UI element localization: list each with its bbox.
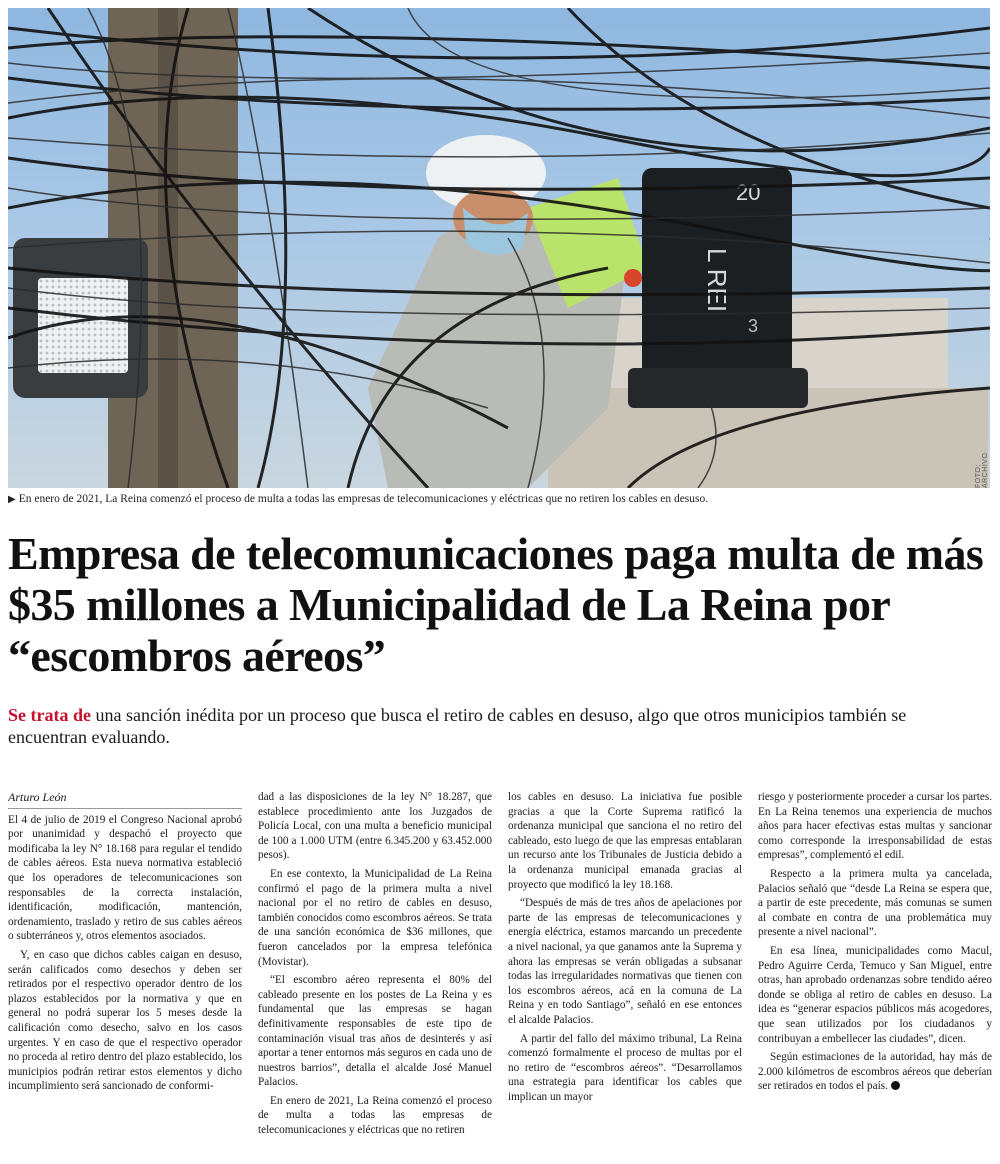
paragraph: riesgo y posteriormente proceder a cursar los partes. En La Reina tenemos una experiencia de muchos años para hacer efectivas estas multas y sancionar como corresponde la irresponsabilidad de estas empresas”, complementó el edil.: [758, 791, 992, 862]
paragraph: Respecto a la primera multa ya cancelada, Palacios señaló que “desde La Reina se espera que, a partir de este precedente, más comunas se sumen al combate en contra de una problemática muy presente a nivel nacional”.: [758, 867, 992, 939]
paragraph: “El escombro aéreo representa el 80% del cableado presente en los postes de La Reina y es fundamental que las empresas se hagan definitivamente responsables de este tipo de contaminación visual tras años de desinterés y así aportar a tener entornos más seguros en cada uno de nuestros barrios”, detalla el alcalde José Manuel Palacios.: [258, 974, 492, 1089]
photo-caption: [8, 493, 988, 505]
headline: Empresa de telecomunicaciones paga multa de más $35 millones a Municipalidad de La Reina por “escombros aéreos”: [8, 528, 984, 681]
caption-text: En enero de 2021, La Reina comenzó el proceso de multa a todas las empresas de telecomunicaciones y eléctricas que no retiren los cables en desuso.: [18, 493, 709, 505]
paragraph: En esa línea, municipalidades como Macul, Pedro Aguirre Cerda, Temuco y San Miguel, entre otras, han aprobado ordenanzas sobre tendido aéreo donde se obliga al retiro de cables en desuso. La idea es “generar espacios públicos más acogedores, que sean utilizados por los ciudadanos y contribuyan a embellecer las ciudades”, dicen.: [758, 944, 992, 1045]
box-number-bottom: 3: [748, 316, 759, 336]
column-3: [508, 790, 742, 1160]
paragraph-final-text: Según estimaciones de la autoridad, hay más de 2.000 kilómetros de escombros aéreos que deberían ser retirados en todos el país.: [758, 1051, 992, 1093]
deck-lead: Se trata de: [8, 705, 91, 725]
paragraph: En ese contexto, la Municipalidad de La Reina confirmó el pago de la primera multa a nivel nacional por el no retiro de cables en desuso, también conocidos como escombros aéreos. Se trata de una sanción económica de $36 millones, que fueron cancelados por la empresa telefónica (Movistar).: [258, 867, 492, 968]
article-photo: [8, 8, 990, 488]
photo-credit: FOTO: ARCHIVO: [975, 452, 989, 488]
paragraph: Y, en caso que dichos cables caigan en desuso, serán calificados como desechos y deben ser retirados por el respectivo operador dentro de los plazos establecidos por la normativa y que en general no podrá superar los 5 meses desde la calificación como desecho, salvo en los casos urgentes. Y en caso de que el respectivo operador no proceda al retiro dentro del plazo establecido, los municipios podrán retirar estos elementos y dicho incumplimiento será sancionado de conformi-: [8, 948, 242, 1093]
paragraph: los cables en desuso. La iniciativa fue posible gracias a que la Corte Suprema ratificó la ordenanza municipal que sanciona el no retiro del cableado, esto luego de que las empresas entablaran un recurso ante los Tribunales de Justicia debido a la ordenanza municipal emanada gracias al proyecto que modificó la ley 18.168.: [508, 791, 742, 891]
deck: [8, 704, 968, 748]
paragraph: En enero de 2021, La Reina comenzó el proceso de multa a todas las empresas de telecomunicaciones y eléctricas que no retiren: [258, 1094, 492, 1137]
box-label: L REI: [702, 248, 732, 313]
cables-photo-illustration: [8, 8, 990, 488]
column-2: [258, 790, 492, 1160]
box-number-top: 20: [736, 180, 761, 205]
paragraph: A partir del fallo del máximo tribunal, La Reina comenzó formalmente el proceso de multas por el no retiro de “escombros aéreos”. “Desarrollamos una estrategia para identificar los cables que implican un mayor: [508, 1032, 742, 1103]
article-body: [8, 790, 993, 1160]
end-mark-icon: [891, 1081, 900, 1090]
byline: Arturo León: [8, 790, 242, 809]
column-1: [8, 790, 242, 1160]
column-4: [758, 790, 992, 1160]
caption-marker-icon: ▶: [8, 494, 16, 505]
paragraph: dad a las disposiciones de la ley N° 18.287, que establece procedimiento ante los Juzgados de Policía Local, con una multa a beneficio municipal de 100 a 1.000 UTM (entre 6.345.200 y 63.452.000 pesos).: [258, 791, 492, 862]
deck-text: una sanción inédita por un proceso que busca el retiro de cables en desuso, algo que otros municipios también se encuentran evaluando.: [8, 705, 907, 747]
paragraph: “Después de más de tres años de apelaciones por parte de las empresas de telecomunicaciones y energía eléctrica, estamos marcando un precedente a nivel nacional, ya que ganamos ante la Suprema y ahora las empresas se verán obligadas a subsanar todas las irregularidades normativas que tienen con los escombros aéreos, acá en la comuna de La Reina y en todo Santiago”, señaló en ese entonces el alcalde Palacios.: [508, 897, 742, 1026]
paragraph-final: [758, 1050, 992, 1094]
paragraph: El 4 de julio de 2019 el Congreso Nacional aprobó por unanimidad y despachó el proyecto que modificaba la ley N° 18.168 para regular el tendido de cables aéreos. Esta nueva normativa estableció que los operadores de telecomunicaciones son responsables de la correcta instalación, identificación, modificación, mantención, ordenamiento, traslado y retiro de sus cables aéreos o subterráneos y, otros elementos asociados.: [8, 813, 242, 943]
